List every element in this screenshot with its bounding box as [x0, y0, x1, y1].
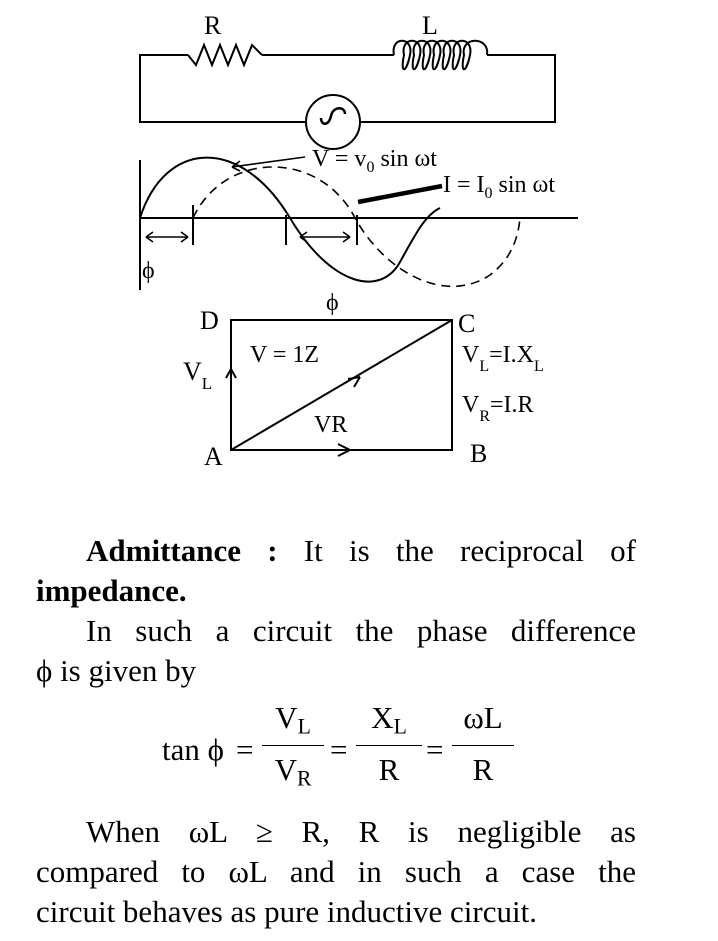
phase-arrow-mid — [300, 232, 350, 242]
v-impedance-label: V = 1Z — [250, 342, 320, 368]
admittance-definition: It is the reciprocal of — [277, 533, 637, 568]
phase-paragraph-line2: ϕ is given by — [36, 653, 197, 688]
inductor-coil — [394, 41, 488, 70]
fraction-denominator: $V_R$ — [274, 752, 312, 791]
fraction-vl-vr — [262, 700, 324, 810]
phase-paragraph-line1: In such a circuit the phase difference — [86, 613, 636, 648]
final-paragraph-line2: compared to ωL and in such a case the — [36, 854, 636, 889]
corner-d: D — [200, 306, 219, 335]
vr-equation: $V_R=I.R$ — [462, 392, 534, 425]
fraction-numerator: ωL — [463, 700, 503, 735]
corner-b: B — [470, 439, 488, 468]
fraction-denominator: R — [378, 752, 400, 787]
admittance-term: Admittance : — [86, 533, 278, 568]
diagonal-arrow-head — [348, 377, 360, 387]
resistor-symbol — [188, 45, 262, 65]
vr-label: VR — [314, 412, 348, 438]
current-equation: $I = I_0$ sin ωt — [443, 172, 556, 202]
fraction-numerator: $X_L$ — [371, 700, 407, 739]
inductor-label: L — [422, 11, 438, 40]
fraction-bar — [452, 745, 514, 746]
corner-a: A — [204, 442, 223, 471]
fraction-bar — [356, 745, 422, 746]
admittance-paragraph-line1 — [36, 531, 636, 571]
voltage-wave — [140, 158, 440, 282]
circuit-wire — [140, 55, 555, 122]
ac-source-s-icon — [321, 108, 345, 124]
tan-phi-label: tan ϕ — [162, 732, 224, 767]
fraction-numerator: $V_L$ — [275, 700, 311, 739]
circuit-diagram — [140, 41, 555, 149]
fraction-bar — [262, 745, 324, 746]
phasor-phase-symbol: ϕ — [326, 290, 339, 316]
final-paragraph-line1: When ωL ≥ R, R is negligible as — [86, 814, 636, 849]
impedance-term: impedance. — [36, 573, 187, 608]
ac-source — [306, 95, 360, 149]
vl-side-label: $V_L$ — [183, 357, 213, 393]
fraction-denominator: R — [472, 752, 494, 787]
phase-arrow-left — [146, 232, 188, 242]
equals-sign-1: = — [236, 732, 254, 767]
current-pointer-arrow — [358, 186, 442, 202]
equals-sign-2: = — [330, 732, 348, 767]
equals-sign-3: = — [426, 732, 444, 767]
vl-equation: $V_L=I.X_L$ — [462, 342, 544, 375]
resistor-label: R — [204, 11, 222, 40]
voltage-equation: $V = v_0$ sin ωt — [312, 146, 437, 176]
phase-angle-label: ϕ — [142, 258, 155, 284]
fraction-xl-r — [356, 700, 422, 810]
corner-c: C — [458, 309, 476, 338]
final-paragraph-line3: circuit behaves as pure inductive circuit. — [36, 894, 537, 929]
fraction-omegal-r — [452, 700, 514, 810]
